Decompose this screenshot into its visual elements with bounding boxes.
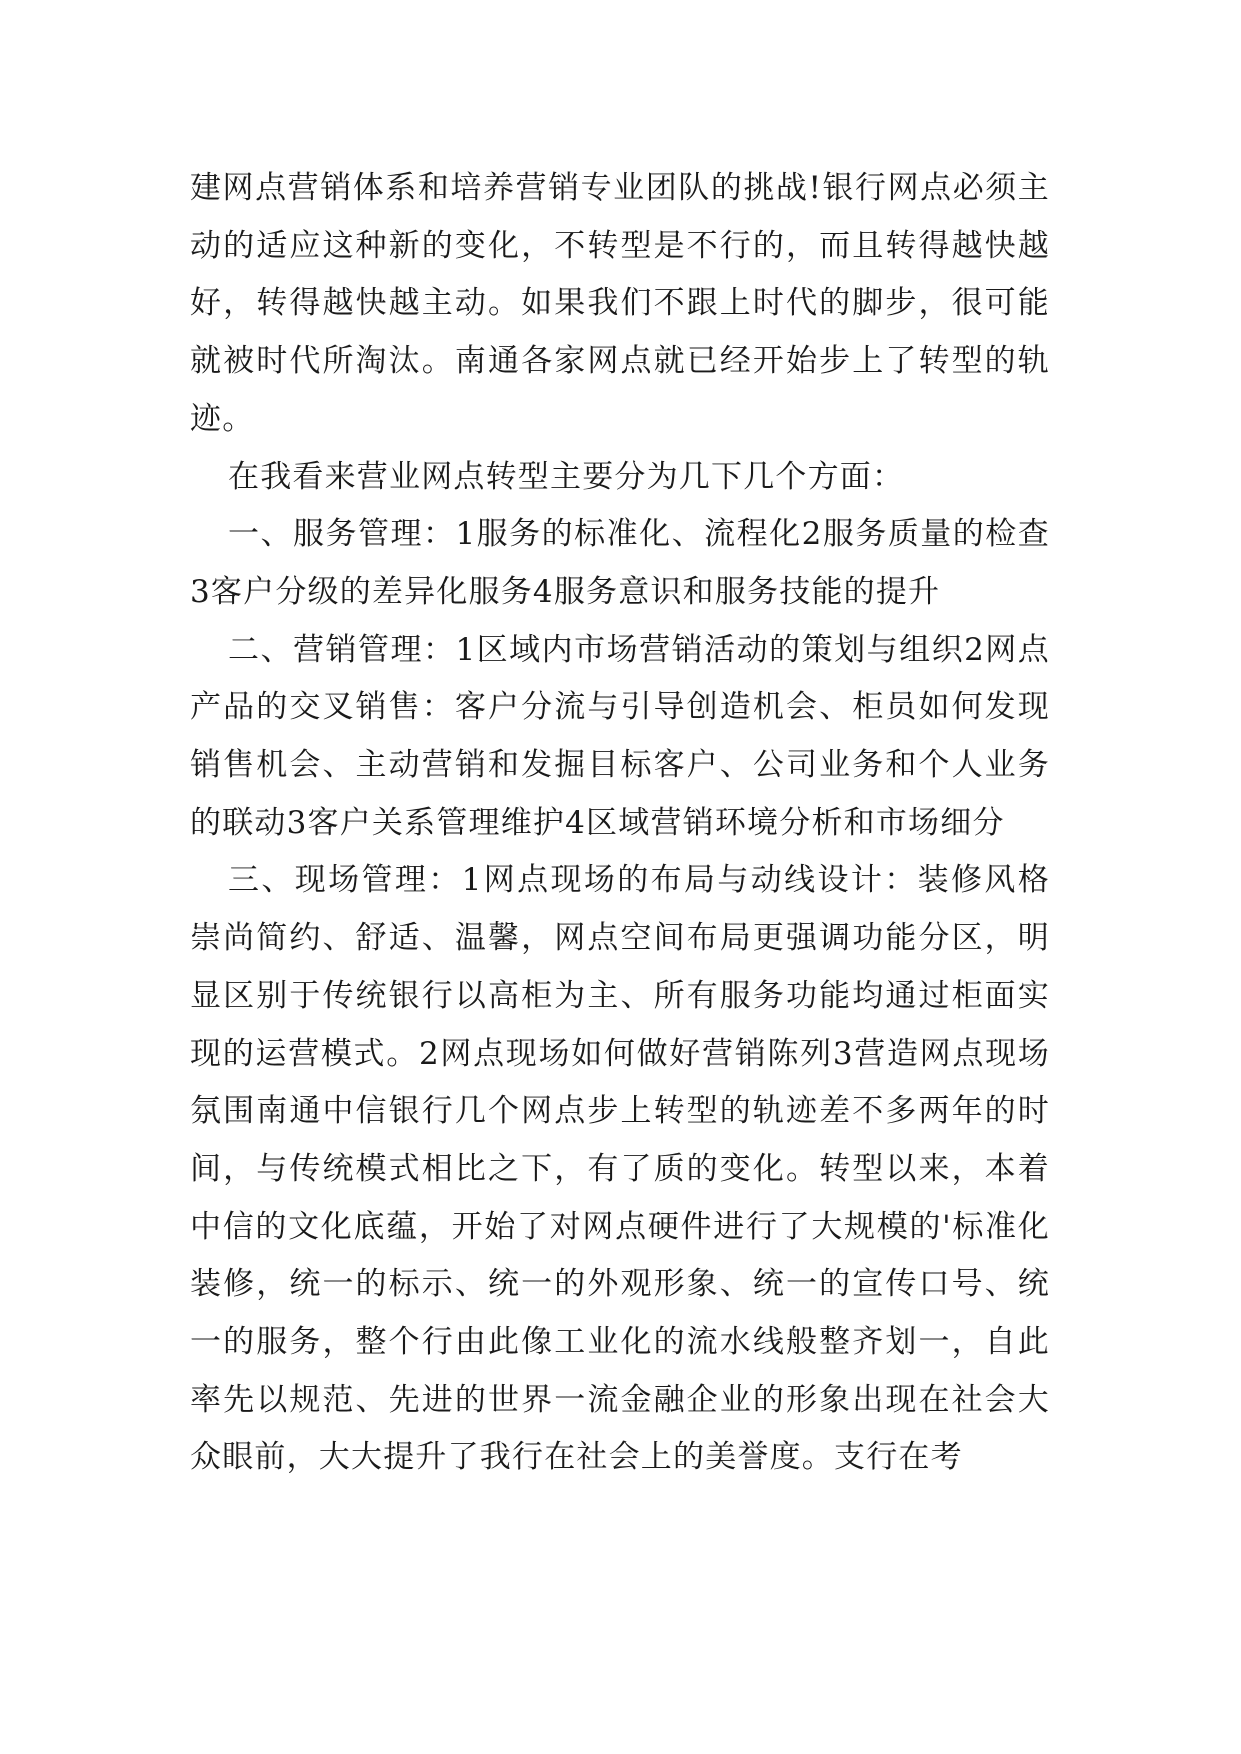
paragraph-overview: 在我看来营业网点转型主要分为几下几个方面： bbox=[228, 458, 905, 495]
document-body bbox=[190, 160, 1050, 1487]
paragraph-service-management: 一、服务管理：1服务的标准化、流程化2服务质量的检查3客户分级的差异化服务4服务意识和服务技能的提升 bbox=[190, 516, 1050, 610]
paragraph-intro: 建网点营销体系和培养营销专业团队的挑战!银行网点必须主动的适应这种新的变化，不转型是不行的，而且转得越快越好，转得越快越主动。如果我们不跟上时代的脚步，很可能就被时代所淘汰。南通各家网点就已经开始步上了转型的轨迹。 bbox=[190, 170, 1050, 437]
paragraph-site-management: 三、现场管理：1网点现场的布局与动线设计：装修风格崇尚简约、舒适、温馨，网点空间布局更强调功能分区，明显区别于传统银行以高柜为主、所有服务功能均通过柜面实现的运营模式。2网点现场如何做好营销陈列3营造网点现场氛围南通中信银行几个网点步上转型的轨迹差不多两年的时间，与传统模式相比之下，有了质的变化。转型以来，本着中信的文化底蕴，开始了对网点硬件进行了大规模的'标准化装修，统一的标示、统一的外观形象、统一的宣传口号、统一的服务，整个行由此像工业化的流水线般整齐划一，自此率先以规范、先进的世界一流金融企业的形象出现在社会大众眼前，大大提升了我行在社会上的美誉度。支行在考 bbox=[190, 862, 1050, 1476]
paragraph-marketing-management: 二、营销管理：1区域内市场营销活动的策划与组织2网点产品的交叉销售：客户分流与引导创造机会、柜员如何发现销售机会、主动营销和发掘目标客户、公司业务和个人业务的联动3客户关系管理维护4区域营销环境分析和市场细分 bbox=[190, 631, 1050, 841]
